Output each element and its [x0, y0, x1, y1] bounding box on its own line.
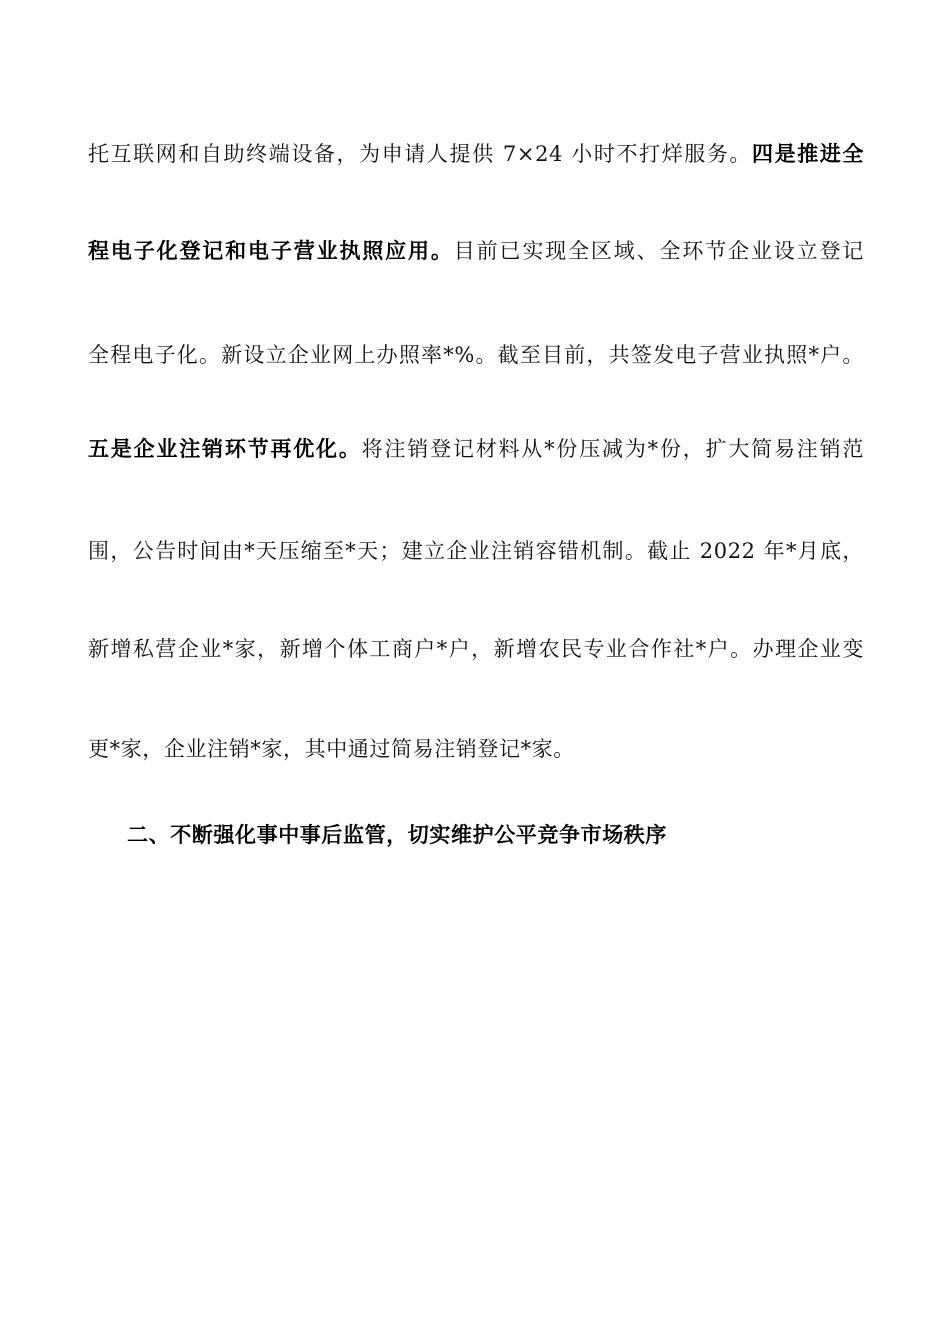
section-heading: 二、不断强化事中事后监管，切实维护公平竞争市场秩序 — [127, 822, 667, 847]
line-1-bold-text: 四是推进全 — [752, 141, 865, 166]
line-2-text: 目前已实现全区域、全环节企业设立登记 — [453, 239, 864, 263]
line-4-text: 将注销登记材料从*份压减为*份，扩大简易注销范 — [361, 437, 864, 461]
paragraph-line-7 — [88, 734, 864, 764]
line-2-bold-text: 程电子化登记和电子营业执照应用。 — [88, 238, 454, 263]
line-4-bold-text: 五是企业注销环节再优化。 — [88, 436, 362, 461]
line-6-text: 新增私营企业*家，新增个体工商户*户，新增农民专业合作社*户。办理企业变 — [88, 637, 864, 661]
line-7-text: 更*家，企业注销*家，其中通过简易注销登记*家。 — [88, 737, 575, 761]
line-3-text: 全程电子化。新设立企业网上办照率*%。截至目前，共签发电子营业执照*户。 — [88, 343, 864, 367]
line-1-text: 托互联网和自助终端设备，为申请人提供 7×24 小时不打烊服务。 — [88, 142, 753, 166]
paragraph-line-1 — [88, 139, 864, 169]
paragraph-line-3 — [88, 340, 864, 370]
paragraph-line-4 — [88, 434, 864, 464]
paragraph-line-6 — [88, 634, 864, 664]
line-5-text: 围，公告时间由*天压缩至*天；建立企业注销容错机制。截止 2022 年*月底， — [88, 539, 864, 563]
paragraph-line-2 — [88, 236, 864, 266]
paragraph-line-5 — [88, 536, 864, 566]
